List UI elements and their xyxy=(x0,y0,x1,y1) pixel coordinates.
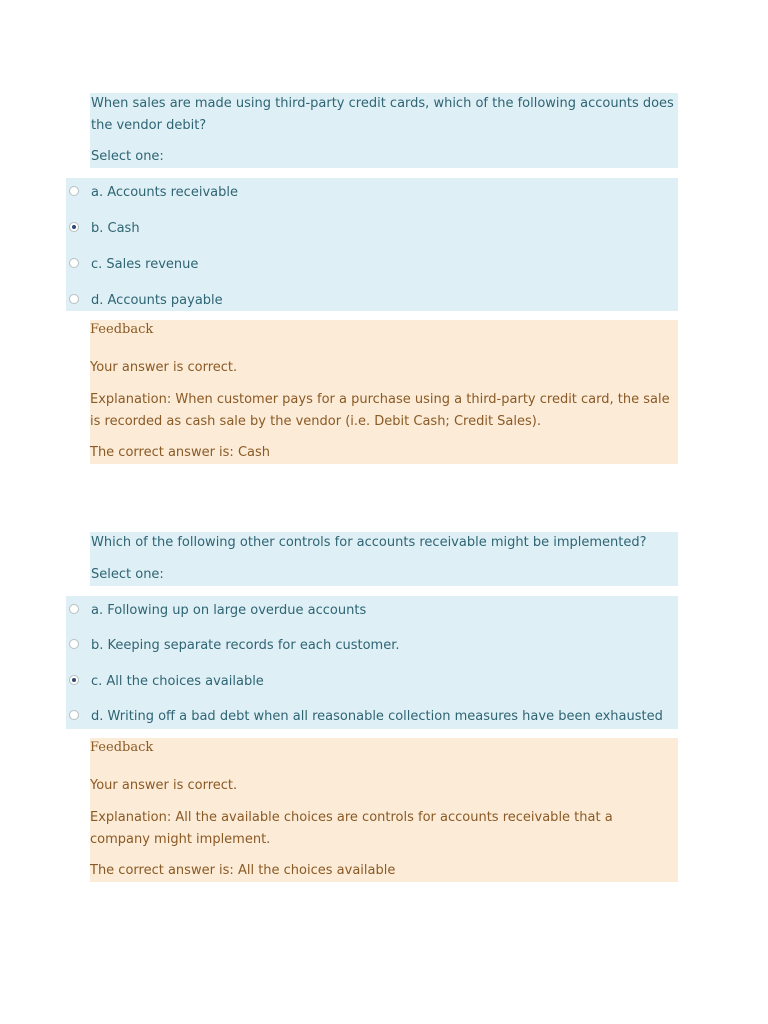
feedback-result: Your answer is correct. xyxy=(90,778,238,793)
feedback-explanation: Explanation: All the available choices are controls for accounts receivable that a company might implement. xyxy=(90,810,613,847)
option-label[interactable]: c. All the choices available xyxy=(91,674,264,689)
feedback-box xyxy=(90,320,678,464)
radio-button[interactable] xyxy=(69,710,79,720)
answer-options xyxy=(66,178,678,311)
feedback-heading: Feedback xyxy=(90,322,154,337)
question-text: Which of the following other controls for accounts receivable might be implemented? xyxy=(91,535,647,550)
feedback-heading: Feedback xyxy=(90,740,154,755)
answer-options xyxy=(66,596,678,729)
feedback-correct-answer: The correct answer is: Cash xyxy=(90,445,271,460)
option-label[interactable]: b. Keeping separate records for each customer. xyxy=(91,638,400,653)
option-d[interactable] xyxy=(66,290,678,311)
question-text: When sales are made using third-party credit cards, which of the following accounts does the vendor debit? xyxy=(91,96,674,133)
radio-button-selected[interactable] xyxy=(69,675,79,685)
option-a[interactable] xyxy=(66,600,678,636)
radio-button-selected[interactable] xyxy=(69,222,79,232)
feedback-result: Your answer is correct. xyxy=(90,360,238,375)
option-label[interactable]: c. Sales revenue xyxy=(91,257,199,272)
radio-button[interactable] xyxy=(69,186,79,196)
option-label[interactable]: b. Cash xyxy=(91,221,140,236)
option-label[interactable]: d. Writing off a bad debt when all reasonable collection measures have been exhausted xyxy=(91,709,663,724)
option-label[interactable]: a. Accounts receivable xyxy=(91,185,238,200)
select-one-label: Select one: xyxy=(91,567,164,582)
radio-button[interactable] xyxy=(69,258,79,268)
option-label[interactable]: a. Following up on large overdue accounts xyxy=(91,603,367,618)
option-a[interactable] xyxy=(66,182,678,218)
question-text-box xyxy=(90,93,678,168)
feedback-explanation: Explanation: When customer pays for a purchase using a third-party credit card, the sale is recorded as cash sale by the vendor (i.e. Debit Cash; Credit Sales). xyxy=(90,392,670,429)
option-b[interactable] xyxy=(66,218,678,254)
feedback-correct-answer: The correct answer is: All the choices available xyxy=(90,863,396,878)
option-d[interactable] xyxy=(66,706,678,729)
radio-button[interactable] xyxy=(69,294,79,304)
option-c[interactable] xyxy=(66,254,678,290)
radio-button[interactable] xyxy=(69,639,79,649)
option-b[interactable] xyxy=(66,635,678,671)
select-one-label: Select one: xyxy=(91,149,164,164)
radio-button[interactable] xyxy=(69,604,79,614)
question-text-box xyxy=(90,532,678,586)
option-label[interactable]: d. Accounts payable xyxy=(91,293,223,308)
feedback-box xyxy=(90,738,678,882)
option-c[interactable] xyxy=(66,671,678,707)
